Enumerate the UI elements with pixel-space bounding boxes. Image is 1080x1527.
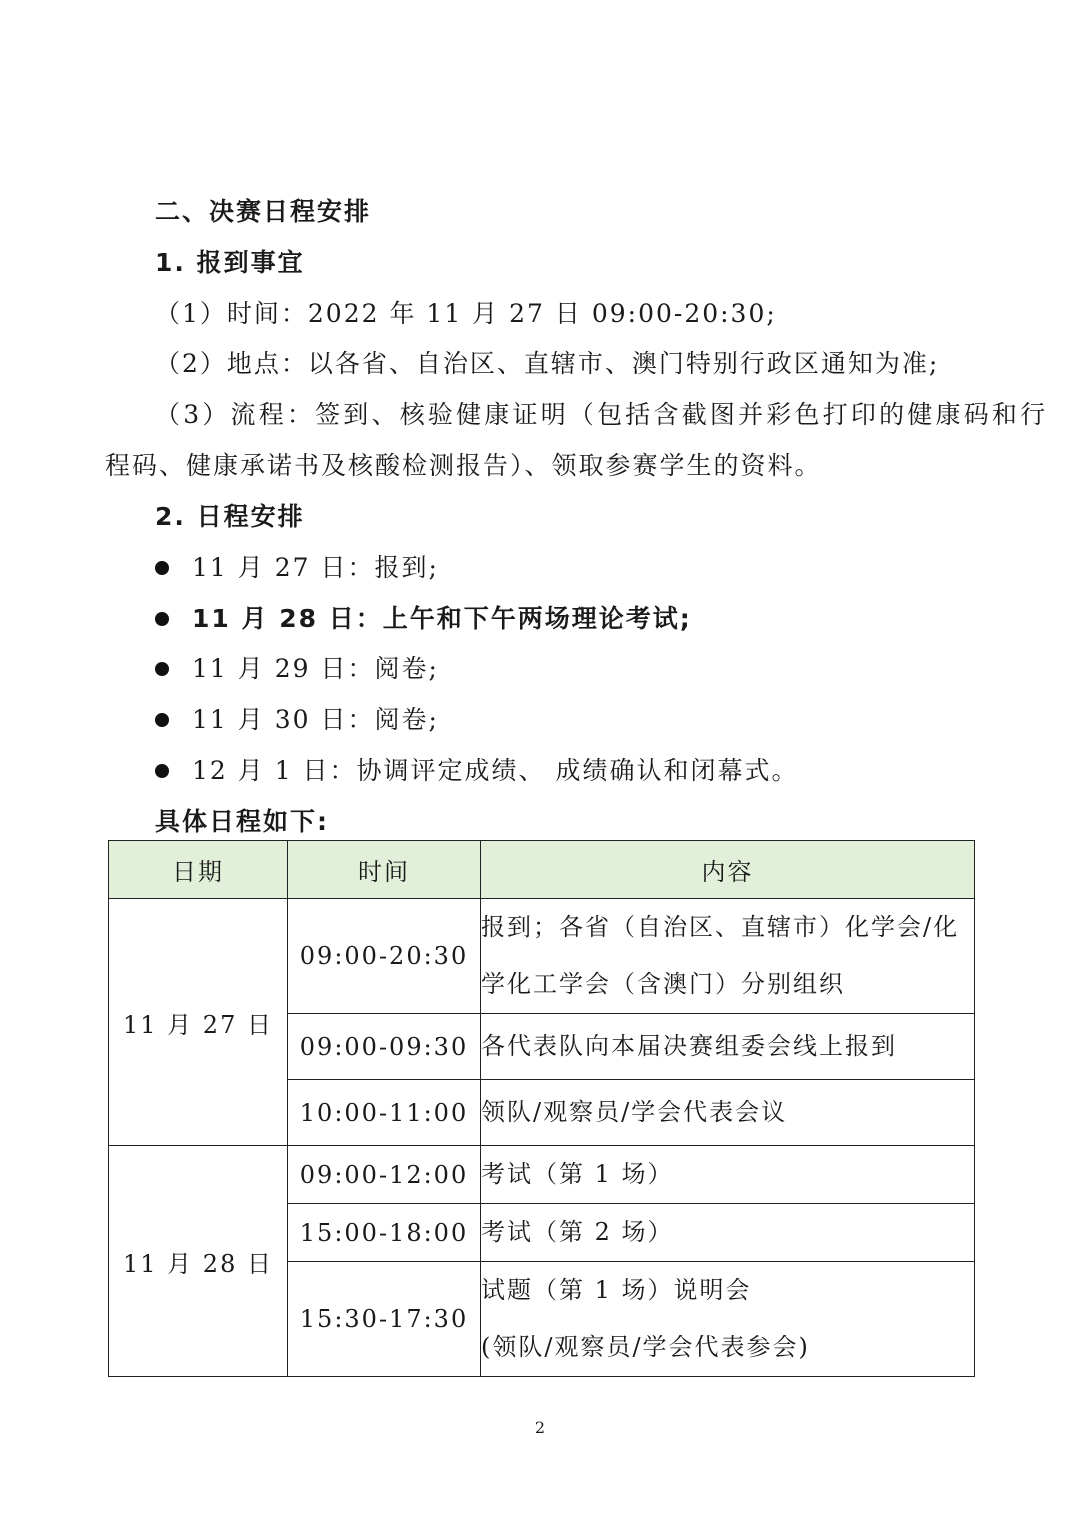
- registration-process-line2: 程码、健康承诺书及核酸检测报告）、领取参赛学生的资料。: [105, 451, 822, 480]
- bullet-dot-icon: [155, 612, 169, 626]
- header-content: 内容: [481, 841, 975, 899]
- table-caption: 具体日程如下:: [155, 807, 329, 836]
- bullet-dot-icon: [155, 561, 169, 575]
- schedule-table: [108, 840, 975, 1377]
- registration-process-line1: （3）流程：签到、核验健康证明（包括含截图并彩色打印的健康码和行: [155, 400, 1049, 429]
- content-cell: 考试（第 2 场）: [481, 1204, 975, 1262]
- registration-time: （1）时间：2022 年 11 月 27 日 09:00-20:30;: [155, 299, 777, 328]
- subsection-schedule: 2. 日程安排: [155, 502, 305, 531]
- time-cell: 10:00-11:00: [288, 1080, 481, 1146]
- content-line: 学化工学会（含澳门）分别组织: [481, 970, 845, 998]
- content-line: (领队/观察员/学会代表参会): [481, 1333, 810, 1361]
- content-line: 报到；各省（自治区、直辖市）化学会/化: [481, 913, 960, 941]
- page-number: 2: [534, 1418, 546, 1437]
- time-cell: 15:30-17:30: [288, 1262, 481, 1377]
- bullet-dot-icon: [155, 764, 169, 778]
- bullet-item: 11 月 28 日：上午和下午两场理论考试;: [192, 604, 692, 633]
- bullet-item: 11 月 30 日：阅卷;: [192, 705, 439, 734]
- subsection-registration: 1. 报到事宜: [155, 248, 305, 277]
- bullet-item: 12 月 1 日：协调评定成绩、 成绩确认和闭幕式。: [192, 756, 799, 785]
- bullet-item: 11 月 27 日：报到;: [192, 553, 439, 582]
- bullet-dot-icon: [155, 713, 169, 727]
- time-cell: 15:00-18:00: [288, 1204, 481, 1262]
- time-cell: 09:00-09:30: [288, 1014, 481, 1080]
- content-cell: 考试（第 1 场）: [481, 1146, 975, 1204]
- bullet-dot-icon: [155, 662, 169, 676]
- content-cell: 领队/观察员/学会代表会议: [481, 1080, 975, 1146]
- content-cell: [481, 1262, 975, 1377]
- content-cell: 各代表队向本届决赛组委会线上报到: [481, 1014, 975, 1080]
- header-date: 日期: [109, 841, 288, 899]
- header-time: 时间: [288, 841, 481, 899]
- content-line: 试题（第 1 场）说明会: [481, 1276, 752, 1304]
- bullet-item: 11 月 29 日：阅卷;: [192, 654, 439, 683]
- time-cell: 09:00-12:00: [288, 1146, 481, 1204]
- content-cell: [481, 899, 975, 1014]
- section-title: 二、决赛日程安排: [155, 197, 372, 226]
- time-cell: 09:00-20:30: [288, 899, 481, 1014]
- registration-location: （2）地点：以各省、自治区、直辖市、澳门特别行政区通知为准;: [155, 349, 940, 378]
- date-cell: 11 月 28 日: [109, 1146, 288, 1377]
- table-header-row: [109, 841, 975, 899]
- table-row: [109, 1146, 975, 1204]
- table-row: [109, 899, 975, 1014]
- date-cell: 11 月 27 日: [109, 899, 288, 1146]
